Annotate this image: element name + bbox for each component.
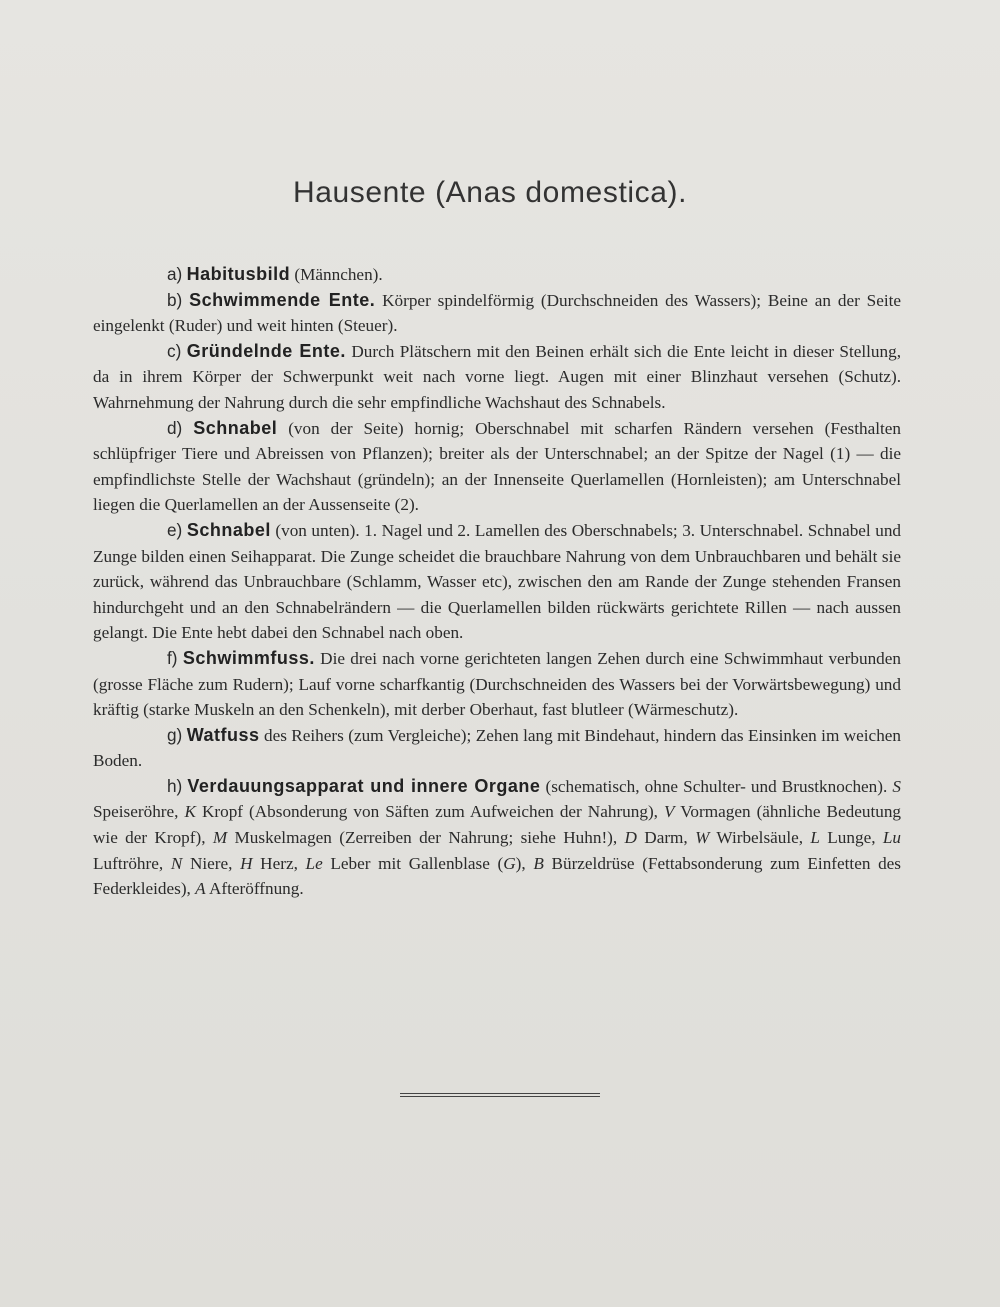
paragraph-heading: Schwimmende Ente.: [189, 289, 376, 310]
paragraph-e: [93, 518, 901, 646]
text-segment: (schematisch, ohne Schulter- und Brustknochen).: [540, 776, 893, 796]
closing-double-rule: [400, 1093, 600, 1099]
paragraph-text: Körper spindelförmig (Durchschneiden des Wassers); Beine an der Seite eingelenkt (Ruder) und weit hinten (Steuer).: [93, 290, 902, 336]
text-segment: Wirbelsäule,: [709, 828, 811, 848]
organ-symbol: H: [240, 853, 253, 873]
organ-symbol: L: [810, 828, 820, 848]
paragraph-heading: Gründelnde Ente.: [186, 340, 346, 361]
organ-symbol: Lu: [882, 828, 901, 848]
text-segment: Luftröhre,: [93, 853, 171, 873]
paragraph-heading: Schwimmfuss.: [182, 647, 315, 668]
paragraph-heading: Verdauungsapparat und innere Organe: [187, 775, 541, 796]
paragraph-text: (Männchen).: [290, 265, 383, 284]
paragraph-text: (von der Seite) hornig; Oberschnabel mit scharfen Rändern versehen (Festhalten schlüpfriger Tiere und Abreissen von Pflanzen); breiter als der Unterschnabel; an der Spitze der Nagel (1) — die empfindlichste Stelle der Wachshaut (gründeln); an der Innenseite Querlamellen (Hornleisten); am Unterschnabel liegen die Querlamellen an der Aussenseite (2).: [93, 418, 902, 515]
paragraph-label: f): [167, 647, 178, 668]
paragraph-heading: Watfuss: [186, 724, 260, 745]
text-segment: Lunge,: [819, 828, 883, 848]
paragraph-f: [93, 646, 901, 723]
text-segment: Niere,: [182, 853, 241, 873]
text-segment: Vormagen (ähnliche Bedeutung wie der Kropf),: [93, 802, 902, 848]
text-segment: Leber mit Gallenblase (: [322, 853, 504, 873]
organ-symbol: N: [170, 853, 183, 873]
paragraph-c: [93, 339, 901, 416]
text-segment: Afteröffnung.: [205, 879, 304, 899]
text-segment: ),: [515, 853, 534, 873]
organ-symbol: S: [892, 776, 901, 796]
paragraph-heading: Habitusbild: [186, 264, 291, 284]
body-text: [93, 262, 901, 902]
text-segment: Kropf (Absonderung von Säften zum Aufweichen der Nahrung),: [195, 802, 664, 822]
text-segment: Herz,: [252, 853, 306, 873]
paragraph-label: b): [167, 289, 183, 310]
organ-symbol: M: [212, 828, 228, 848]
paragraph-label: g): [167, 724, 183, 745]
text-segment: Muskelmagen (Zerreiben der Nahrung; siehe Huhn!),: [227, 828, 625, 848]
paragraph-a: [93, 262, 901, 288]
paragraph-text: des Reihers (zum Vergleiche); Zehen lang mit Bindehaut, hindern das Einsinken im weichen Boden.: [93, 725, 902, 771]
paragraph-label: d): [167, 417, 183, 438]
organ-symbol: B: [533, 853, 544, 873]
rule-line: [400, 1093, 600, 1094]
organ-symbol: G: [503, 853, 516, 873]
organ-symbol: D: [624, 828, 637, 848]
page-title: Hausente (Anas domestica).: [292, 176, 688, 209]
paragraph-heading: Schnabel: [186, 519, 271, 540]
paragraph-d: [93, 416, 901, 518]
paragraph-text: (von unten). 1. Nagel und 2. Lamellen des Oberschnabels; 3. Unterschnabel. Schnabel und Zunge bilden einen Seihapparat. Die Zunge scheidet die brauchbare Nahrung von dem Unbrauchbaren und behält sie zurück, während das Unbrauchbare (Schlamm, Wasser etc), zwischen den am Rande der Zunge stehenden Fransen hindurchgeht und an den Schnabelrändern — die Querlamellen bilden rückwärts gerichtete Rillen — nach aussen gelangt. Die Ente hebt dabei den Schnabel nach oben.: [93, 520, 902, 643]
paragraph-heading: Schnabel: [193, 417, 278, 438]
paragraph-label: a): [167, 264, 183, 284]
paragraph-label: e): [167, 519, 183, 540]
organ-symbol: Le: [305, 853, 323, 873]
organ-symbol: A: [195, 879, 206, 899]
text-segment: Speiseröhre,: [93, 802, 185, 822]
text-segment: Darm,: [636, 828, 696, 848]
paragraph-g: [93, 723, 901, 774]
paragraph-h: [93, 774, 901, 902]
paragraph-label: c): [167, 340, 182, 361]
organ-symbol: V: [664, 802, 675, 822]
paragraph-text: Die drei nach vorne gerichteten langen Zehen durch eine Schwimmhaut verbunden (grosse Fläche zum Rudern); Lauf vorne scharfkantig (Durchschneiden des Wassers bei der Vorwärtsbewegung) und kräftig (starke Muskeln an den Schenkeln), mit derber Oberhaut, fast blutleer (Wärmeschutz).: [93, 648, 902, 720]
text-segment: Bürzeldrüse (Fettabsonderung zum Einfetten des Federkleides),: [93, 853, 901, 899]
paragraph-b: [93, 288, 901, 339]
paragraph-text: Durch Plätschern mit den Beinen erhält sich die Ente leicht in dieser Stellung, da in ihrem Körper der Schwerpunkt weit nach vorne liegt. Augen mit einer Blinzhaut versehen (Schutz). Wahrnehmung der Nahrung durch die sehr empfindliche Wachshaut des Schnabels.: [93, 341, 902, 412]
organ-symbol: W: [695, 828, 710, 848]
organ-symbol: K: [184, 802, 196, 822]
rule-line: [400, 1096, 600, 1097]
paragraph-label: h): [167, 775, 183, 796]
